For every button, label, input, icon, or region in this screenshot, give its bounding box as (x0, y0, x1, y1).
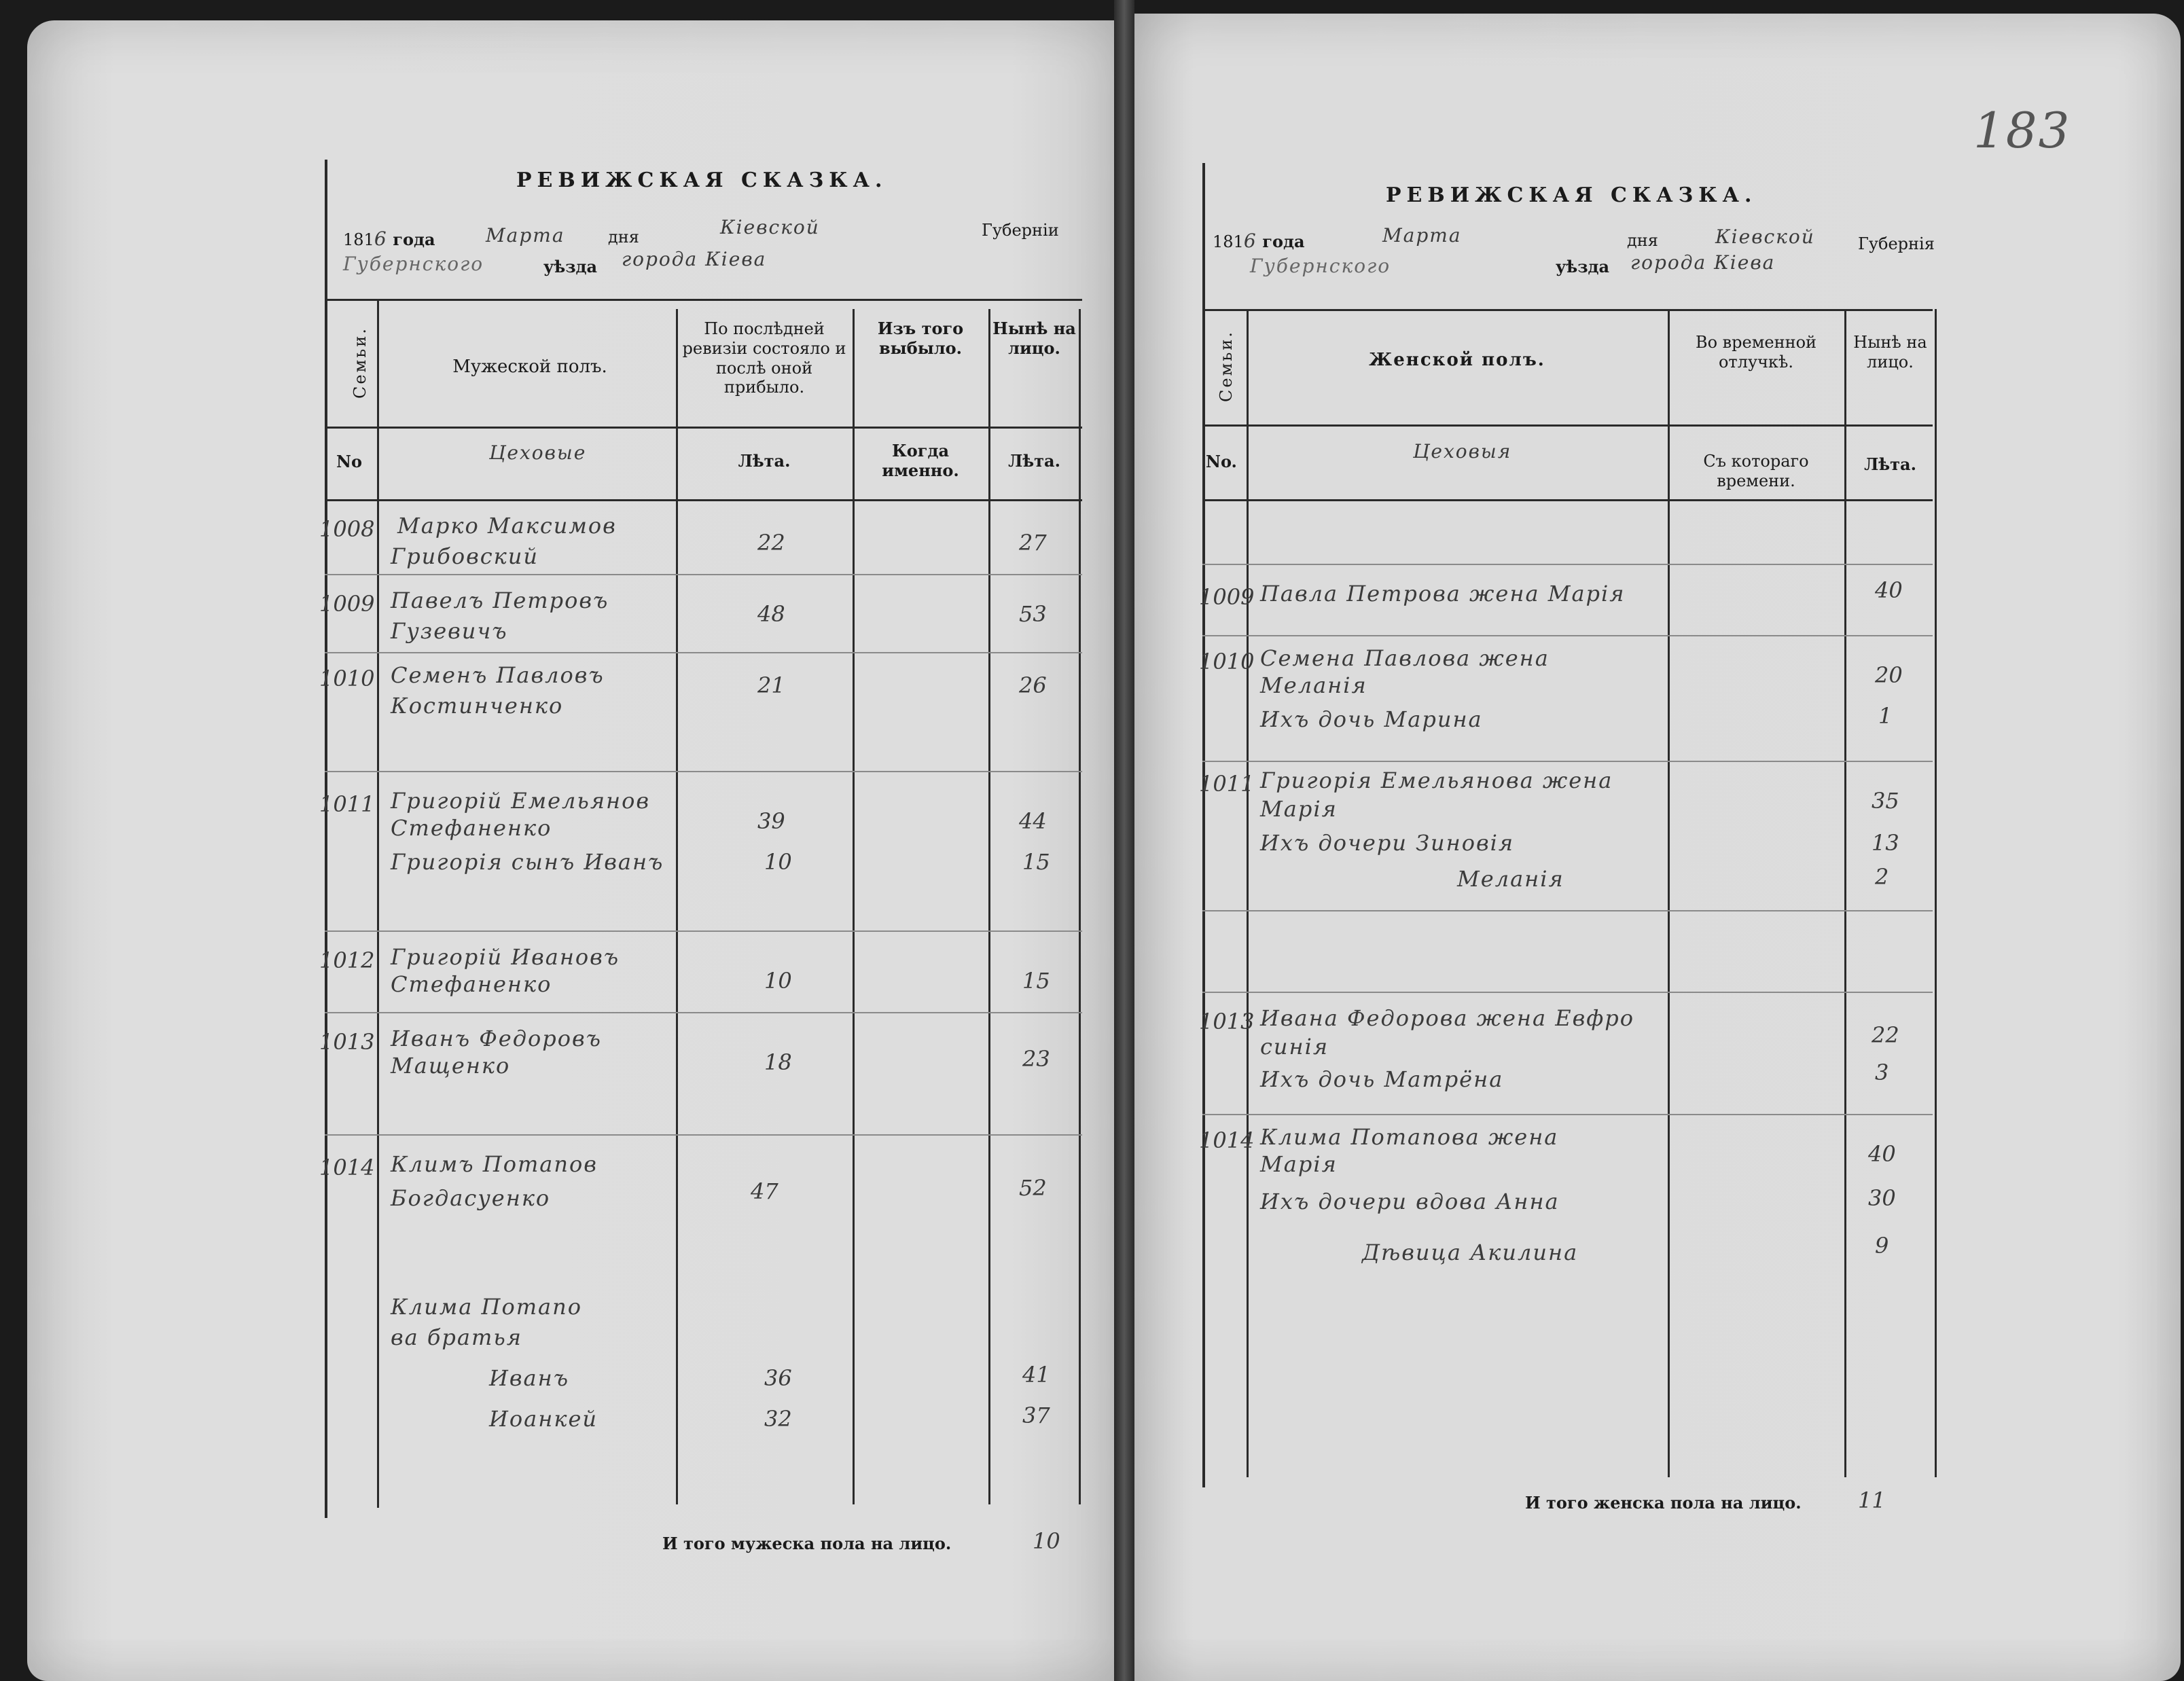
right-row-no: 1009 (1199, 584, 1255, 610)
right-row-line (1202, 635, 1933, 636)
left-extra-now: 41 (1022, 1362, 1050, 1388)
left-row-name: Климъ Потапов (391, 1151, 598, 1177)
left-row-rev: 18 (764, 1049, 792, 1075)
right-row-now: 13 (1872, 830, 1899, 856)
right-col-divider-3 (1844, 309, 1846, 1477)
right-title: РЕВИЖСКАЯ СКАЗКА. (1386, 183, 1757, 207)
right-row-now: 22 (1872, 1022, 1899, 1048)
right-header-top-line (1202, 309, 1933, 311)
right-col-absent: Во временной отлучкѣ. (1695, 333, 1817, 372)
right-row-now: 3 (1875, 1060, 1889, 1085)
right-row-text: Павла Петрова жена Марія (1260, 581, 1626, 607)
left-header-mid-line (325, 427, 1082, 429)
left-row-surname: Стефаненко (391, 971, 552, 997)
right-col-now: Нынѣ на лицо. (1853, 333, 1927, 372)
right-row-now: 35 (1872, 788, 1899, 814)
left-year-line (343, 228, 435, 250)
left-row-now: 52 (1019, 1175, 1047, 1201)
left-uezd-hand: Губернского (343, 253, 484, 275)
left-row-line (325, 930, 1082, 932)
left-row-name: Марко Максимов (397, 513, 617, 539)
left-row-line (325, 574, 1082, 575)
left-uezda-label: уѣзда (543, 257, 598, 276)
left-month: Марта (486, 224, 565, 247)
left-year-digit: 6 (374, 228, 388, 250)
right-row-no: 1013 (1199, 1009, 1255, 1034)
right-row-no: 1014 (1199, 1127, 1255, 1153)
left-extra-name: Иванъ (489, 1365, 570, 1391)
left-header-top-line (325, 299, 1082, 301)
left-row-no: 1012 (319, 947, 375, 973)
right-row-now: 30 (1868, 1185, 1896, 1211)
left-city-hand: города Кіева (622, 248, 767, 270)
left-row-surname: Богдасуенко (391, 1185, 551, 1211)
left-extra-rev: 36 (764, 1365, 792, 1391)
right-row-text: Ивана Федорова жена Евфро (1260, 1005, 1635, 1031)
right-row-text: Ихъ дочь Марина (1260, 706, 1483, 732)
left-row-rev: 21 (757, 672, 785, 698)
right-sub-category: Цеховыя (1413, 440, 1512, 463)
right-row-text: Марія (1260, 1151, 1338, 1177)
right-row-now: 2 (1875, 864, 1889, 890)
left-col-divider-5 (1079, 309, 1081, 1504)
right-sub-since: Съ котораго времени. (1703, 452, 1809, 490)
left-dnya: дня (608, 228, 639, 247)
left-row-no: 1008 (319, 516, 375, 542)
right-row-now: 9 (1875, 1233, 1889, 1259)
right-col-divider-2 (1668, 309, 1670, 1477)
right-row-text: Марія (1260, 796, 1338, 822)
left-title: РЕВИЖСКАЯ СКАЗКА. (516, 168, 888, 192)
left-total-label: И того мужеска пола на лицо. (662, 1534, 952, 1553)
left-row-surname: Мащенко (391, 1053, 511, 1079)
left-row-no: 1011 (319, 791, 375, 817)
left-row-now: 26 (1019, 672, 1047, 698)
right-row-line (1202, 1114, 1933, 1115)
left-table-border-left (325, 160, 327, 1518)
right-row-line (1202, 564, 1933, 565)
right-row-text: Ихъ дочери Зиновія (1260, 830, 1515, 856)
left-year-prefix: 181 (343, 230, 374, 249)
page-number: 183 (1973, 102, 2071, 159)
left-goda: года (393, 230, 435, 249)
left-row-rev: 47 (751, 1178, 778, 1204)
right-row-no: 1010 (1199, 649, 1255, 674)
right-row-text: Дѣвица Акилина (1362, 1240, 1579, 1265)
right-gubernia-label: Губернія (1858, 234, 1935, 253)
left-sub-category: Цеховые (489, 441, 587, 464)
left-col-last-rev: По послѣдней ревизіи состояло и послѣ оной прибыло. (682, 319, 846, 397)
left-row-no: 1009 (319, 591, 375, 617)
right-year-digit: 6 (1243, 230, 1257, 252)
right-row-text: Меланія (1260, 672, 1367, 698)
right-row-text: Семена Павлова жена (1260, 645, 1550, 671)
left-sub-when: Когда именно. (882, 441, 959, 480)
left-row-surname: Грибовский (391, 543, 539, 569)
left-row-line (325, 1134, 1082, 1136)
left-row-no: 1014 (319, 1155, 375, 1180)
right-year-prefix: 181 (1213, 232, 1244, 251)
right-row-text: Клима Потапова жена (1260, 1124, 1559, 1150)
right-row-line (1202, 761, 1933, 762)
right-year-line (1213, 230, 1305, 252)
left-col-left: Изъ того выбыло. (877, 319, 964, 358)
left-col-divider-4 (988, 309, 990, 1504)
right-header-mid-line (1202, 424, 1933, 427)
right-city-hand: города Кіева (1630, 251, 1776, 274)
left-extra-line1: Клима Потапо (391, 1294, 582, 1320)
right-row-text: Ихъ дочери вдова Анна (1260, 1189, 1560, 1214)
left-gubernia-label: Губерніи (982, 221, 1059, 240)
left-row-now: 15 (1022, 968, 1050, 994)
left-col-divider-1 (377, 299, 379, 1508)
left-row-name: Иванъ Федоровъ (391, 1026, 602, 1051)
left-sub-no: No (336, 452, 362, 471)
left-extra-now: 37 (1022, 1403, 1050, 1428)
left-col-divider-3 (853, 309, 855, 1504)
left-row-now: 15 (1022, 849, 1050, 875)
left-row-now: 23 (1022, 1046, 1050, 1072)
left-col-now: Нынѣ на лицо. (992, 319, 1076, 358)
left-header-bottom-line (325, 499, 1082, 501)
right-row-text: Григорія Емельянова жена (1260, 767, 1613, 793)
right-col-semi: Семьи. (1217, 330, 1236, 402)
left-row-now: 27 (1019, 530, 1047, 556)
left-row-line (325, 1012, 1082, 1013)
left-row-rev: 10 (764, 849, 792, 875)
right-sub-leta: Лѣта. (1864, 454, 1916, 474)
left-col-divider-2 (676, 309, 678, 1504)
right-row-now: 40 (1875, 577, 1903, 603)
right-total-value: 11 (1858, 1487, 1886, 1513)
left-sub-leta1: Лѣта. (738, 451, 791, 471)
right-uezda-label: уѣзда (1556, 257, 1610, 276)
left-row-line (325, 652, 1082, 653)
right-sub-no: No. (1206, 452, 1237, 471)
left-row-name: Григорій Ивановъ (391, 944, 620, 970)
right-row-no: 1011 (1199, 771, 1255, 797)
right-table-border-left (1202, 163, 1205, 1487)
left-col-semi: Семьи. (351, 327, 370, 399)
right-row-now: 20 (1875, 662, 1903, 688)
right-row-text: Ихъ дочь Матрёна (1260, 1066, 1504, 1092)
left-row-rev: 48 (757, 601, 785, 627)
left-row-surname: Костинченко (391, 693, 564, 719)
left-row-name: Григорія сынъ Иванъ (391, 849, 664, 875)
left-total-value: 10 (1033, 1528, 1060, 1554)
left-row-rev: 39 (757, 808, 785, 834)
right-dnya: дня (1627, 231, 1658, 250)
left-row-no: 1013 (319, 1029, 375, 1055)
right-row-now: 40 (1868, 1141, 1896, 1167)
right-header-bottom-line (1202, 499, 1933, 501)
left-gubernia-hand: Кіевской (720, 216, 820, 238)
left-row-surname: Стефаненко (391, 815, 552, 841)
book-gutter (1114, 0, 1134, 1681)
left-row-line (325, 771, 1082, 772)
right-gubernia-hand: Кіевской (1715, 225, 1815, 248)
left-sub-leta2: Лѣта. (1008, 451, 1060, 471)
right-row-line (1202, 992, 1933, 993)
left-extra-line2: ва братья (391, 1324, 522, 1350)
left-extra-name: Иоанкей (489, 1406, 598, 1432)
left-row-name: Павелъ Петровъ (391, 588, 609, 613)
left-col-male: Мужеской полъ. (452, 357, 607, 377)
right-row-now: 1 (1878, 703, 1893, 729)
right-row-text: Меланія (1457, 866, 1564, 892)
right-uezd-hand: Губернского (1250, 255, 1391, 277)
right-col-divider-4 (1935, 309, 1937, 1477)
left-row-name: Григорій Емельянов (391, 788, 650, 814)
right-month: Марта (1382, 224, 1462, 247)
left-row-now: 44 (1019, 808, 1047, 834)
left-extra-rev: 32 (764, 1406, 792, 1432)
left-row-no: 1010 (319, 666, 375, 691)
left-row-now: 53 (1019, 601, 1047, 627)
right-goda: года (1262, 232, 1305, 251)
right-col-divider-1 (1247, 309, 1249, 1477)
left-row-rev: 10 (764, 968, 792, 994)
left-row-name: Семенъ Павловъ (391, 662, 605, 688)
right-row-line (1202, 910, 1933, 911)
left-row-surname: Гузевичъ (391, 618, 508, 644)
right-col-female: Женской полъ. (1369, 350, 1545, 370)
right-row-text: синія (1260, 1034, 1329, 1060)
right-total-label: И того женска пола на лицо. (1525, 1493, 1802, 1513)
left-row-rev: 22 (757, 530, 785, 556)
